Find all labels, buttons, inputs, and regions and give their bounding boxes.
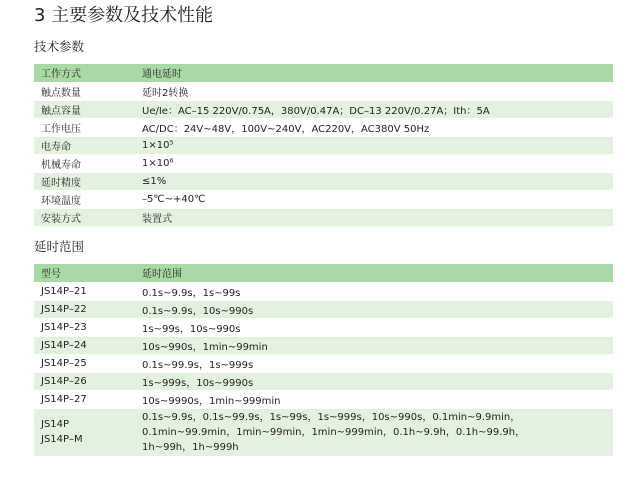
param-value: ≤1% [138, 172, 613, 190]
model-cell: JS14P–26 [34, 372, 138, 390]
param-label: 工作电压 [34, 118, 138, 136]
table-row [34, 208, 613, 226]
table-row [34, 354, 613, 372]
range-cell: 0.1s~9.9s，1s~99s [138, 282, 613, 300]
range-cell: 1s~999s，10s~9990s [138, 372, 613, 390]
param-value: 1×10⁶ [138, 154, 613, 172]
range-line: 0.1s~9.9s，0.1s~99.9s，1s~99s，1s~999s，10s~990s，0.1min~9.9min， [142, 411, 521, 423]
param-label: 电寿命 [34, 136, 138, 154]
table-row [34, 82, 613, 100]
table-row [34, 100, 613, 118]
param-label: 触点数量 [34, 82, 138, 100]
delay-range-title: 延时范围 [34, 239, 85, 254]
range-cell [138, 408, 613, 456]
table-row [34, 300, 613, 318]
model-cell: JS14P–23 [34, 318, 138, 336]
table-row [34, 336, 613, 354]
table-row [34, 190, 613, 208]
column-header-model: 型号 [34, 264, 138, 282]
table-row [34, 372, 613, 390]
param-label: 环境温度 [34, 190, 138, 208]
param-label: 触点容量 [34, 100, 138, 118]
table-row [34, 390, 613, 408]
model-cell: JS14P–27 [34, 390, 138, 408]
table-row [34, 118, 613, 136]
table-row [34, 282, 613, 300]
model-cell: JS14P–24 [34, 336, 138, 354]
column-header-range: 延时范围 [138, 264, 613, 282]
range-line: 0.1min~99.9min，1min~99min，1min~999min，0.1h~9.9h，0.1h~99.9h， [142, 426, 526, 438]
param-value: 通电延时 [138, 64, 613, 82]
range-cell: 10s~990s，1min~99min [138, 336, 613, 354]
delay-range-table [34, 264, 613, 457]
param-value: 装置式 [138, 208, 613, 226]
range-line: 1h~99h，1h~999h [142, 441, 239, 453]
param-value: –5℃~+40℃ [138, 190, 613, 208]
table-row [34, 172, 613, 190]
model-cell: JS14P–22 [34, 300, 138, 318]
table-row [34, 318, 613, 336]
range-cell: 1s~99s，10s~990s [138, 318, 613, 336]
param-value: AC/DC：24V~48V，100V~240V，AC220V，AC380V 50Hz [138, 118, 613, 136]
tech-params-table [34, 64, 613, 227]
table-row [34, 136, 613, 154]
model-cell [34, 408, 138, 456]
tech-params-title: 技术参数 [34, 39, 85, 54]
param-label: 工作方式 [34, 64, 138, 82]
range-cell: 0.1s~9.9s，10s~990s [138, 300, 613, 318]
param-value: 延时2转换 [138, 82, 613, 100]
model-line: JS14P–M [41, 434, 83, 445]
param-label: 安装方式 [34, 208, 138, 226]
table-row [34, 64, 613, 82]
model-cell: JS14P–21 [34, 282, 138, 300]
range-cell: 10s~9990s，1min~999min [138, 390, 613, 408]
param-label: 延时精度 [34, 172, 138, 190]
param-value: 1×10⁵ [138, 136, 613, 154]
page-title: 3 主要参数及技术性能 [34, 5, 214, 26]
param-value: Ue/Ie：AC–15 220V/0.75A，380V/0.47A；DC–13 220V/0.27A；Ith：5A [138, 100, 613, 118]
model-line: JS14P [41, 419, 70, 430]
range-cell: 0.1s~99.9s，1s~999s [138, 354, 613, 372]
model-cell: JS14P–25 [34, 354, 138, 372]
table-row [34, 154, 613, 172]
table-row [34, 408, 613, 456]
param-label: 机械寿命 [34, 154, 138, 172]
table-header-row [34, 264, 613, 282]
